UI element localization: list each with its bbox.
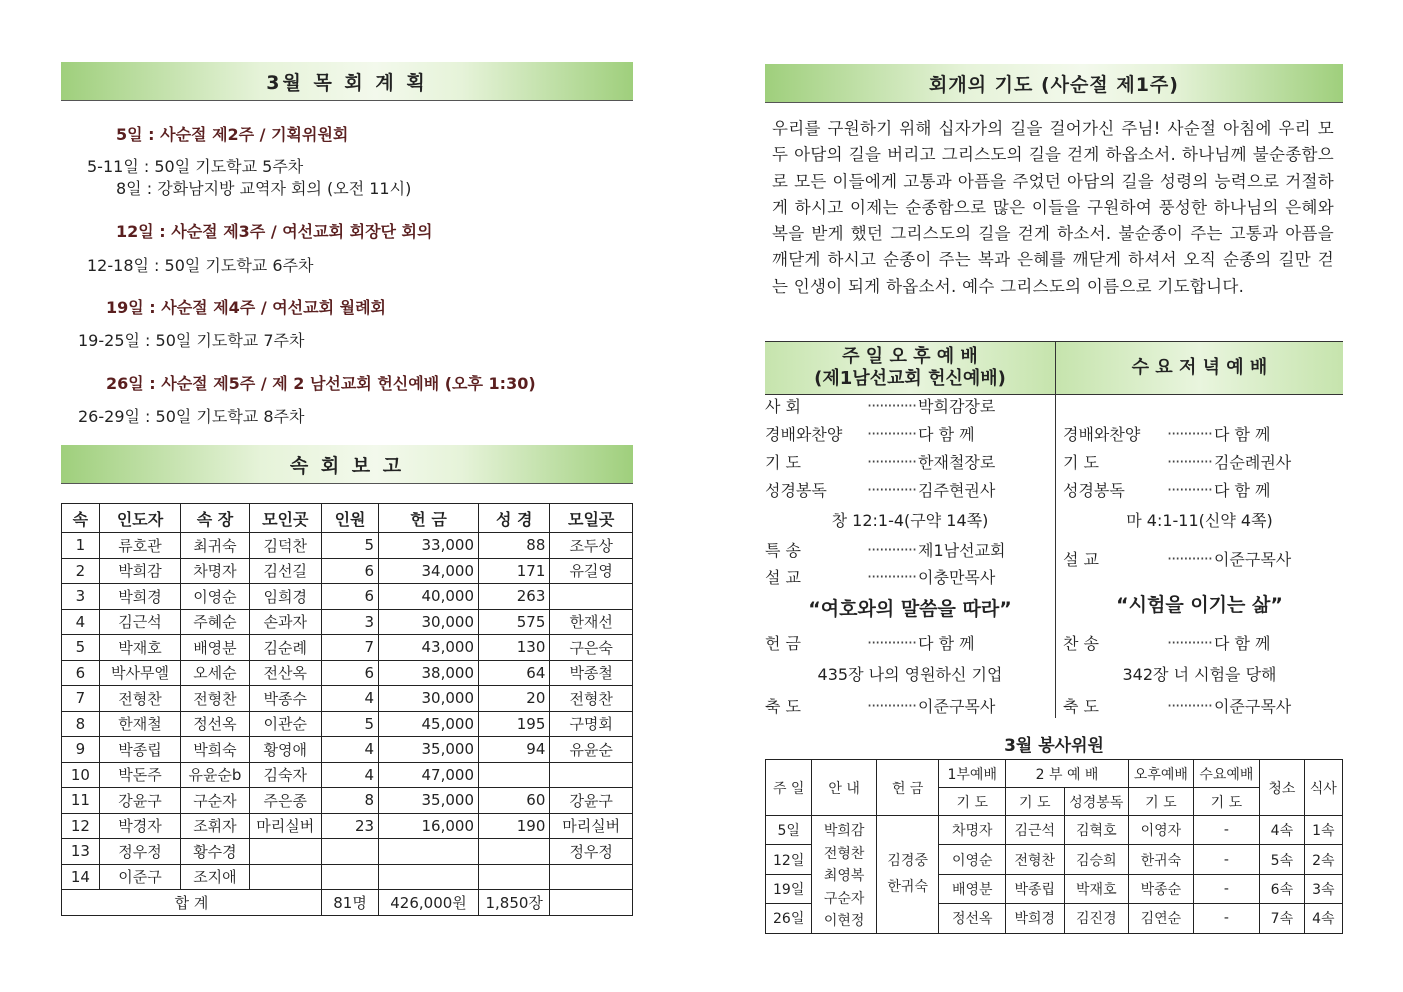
leader: 박희경	[99, 584, 181, 610]
next-meeting-place: 구은숙	[550, 635, 633, 661]
group-head: 황수경	[181, 839, 249, 865]
column-header: 헌 금	[379, 504, 479, 533]
table-row	[62, 864, 633, 890]
group-number: 14	[62, 864, 100, 890]
second-service-prayer: 박희경	[1006, 904, 1065, 933]
first-service-prayer: 이영순	[939, 845, 1006, 874]
column-header: 모일곳	[550, 504, 633, 533]
bible-chapters: 94	[479, 737, 550, 763]
wednesday-reading: 성경봉독 ··········· 다 함 께	[1063, 480, 1271, 500]
next-meeting-place: 유윤순	[550, 737, 633, 763]
col-guide: 안 내	[812, 760, 877, 816]
plan-line: 19일 : 사순절 제4주 / 여선교회 월례회	[106, 298, 386, 317]
volunteers-table	[765, 759, 1343, 934]
role-value: 이준구목사	[918, 697, 996, 716]
sunday-presider: 사 회 ············ 박희감장로	[765, 396, 996, 416]
group-number: 10	[62, 762, 100, 788]
offering-amount: 30,000	[379, 609, 479, 635]
role-label: 사 회	[765, 397, 801, 416]
next-meeting-place: 박종철	[550, 660, 633, 686]
sunday-prayer: 기 도 ············ 한재철장로	[765, 452, 996, 472]
role-label: 설 교	[1063, 550, 1099, 569]
sunday-reading: 성경봉독 ············ 김주현권사	[765, 480, 996, 500]
group-number: 1	[62, 533, 100, 559]
col-first-service: 1부예배	[939, 760, 1006, 788]
people-count: 6	[321, 584, 378, 610]
people-count: 6	[321, 558, 378, 584]
sunday-benediction: 축 도 ············ 이준구목사	[765, 696, 996, 716]
bible-chapters: 60	[479, 788, 550, 814]
offering-amount: 38,000	[379, 660, 479, 686]
col-second-service: 2 부 예 배	[1006, 760, 1129, 788]
meeting-place: 황영애	[249, 737, 321, 763]
leader: 정우정	[99, 839, 181, 865]
next-meeting-place	[550, 584, 633, 610]
col-meal: 식사	[1304, 760, 1342, 816]
wednesday-hymn: 찬 송 ··········· 다 함 께	[1063, 633, 1271, 653]
first-service-prayer: 차명자	[939, 816, 1006, 845]
meal: 2속	[1304, 845, 1342, 874]
role-value: 이준구목사	[1213, 697, 1292, 716]
role-label: 기 도	[765, 453, 801, 472]
offering-amount: 35,000	[379, 737, 479, 763]
leader: 류호관	[99, 533, 181, 559]
attendance-header-row	[62, 504, 633, 533]
wednesday-hymn-title: 342장 너 시험을 당해	[1122, 665, 1277, 684]
meeting-place	[249, 864, 321, 890]
guide-list	[812, 816, 877, 934]
group-number: 3	[62, 584, 100, 610]
meeting-place: 전산옥	[249, 660, 321, 686]
leader: 김근석	[99, 609, 181, 635]
bible-chapters: 20	[479, 686, 550, 712]
role-label: 특 송	[765, 541, 801, 560]
people-count: 4	[321, 737, 378, 763]
volunteers-title: 3월 봉사위원	[1004, 736, 1104, 756]
wednesday-prayer: -	[1193, 874, 1260, 903]
guide-name: 박희감	[823, 823, 865, 839]
group-head: 오세순	[181, 660, 249, 686]
group-number: 12	[62, 813, 100, 839]
group-head: 구순자	[181, 788, 249, 814]
next-meeting-place: 정우정	[550, 839, 633, 865]
offering-amount: 35,000	[379, 788, 479, 814]
day: 5일	[766, 816, 812, 845]
sub-pray: 기 도	[1129, 788, 1194, 816]
table-row	[62, 558, 633, 584]
table-row	[62, 533, 633, 559]
attendance-table	[61, 503, 633, 916]
offering-amount: 47,000	[379, 762, 479, 788]
col-day: 주 일	[766, 760, 812, 816]
table-row	[62, 711, 633, 737]
meal: 3속	[1304, 874, 1342, 903]
wednesday-praise: 경배와찬양 ··········· 다 함 께	[1063, 424, 1271, 444]
afternoon-prayer: 박종순	[1129, 874, 1194, 903]
wednesday-service-header	[1056, 341, 1343, 395]
table-row	[62, 839, 633, 865]
sunday-service-subtitle: (제1남선교회 헌신예배)	[814, 368, 1006, 389]
offering-amount: 16,000	[379, 813, 479, 839]
attendance-title: 속 회 보 고	[61, 445, 633, 484]
role-label: 축 도	[1063, 697, 1099, 716]
group-head: 조지애	[181, 864, 249, 890]
meeting-place: 김숙자	[249, 762, 321, 788]
column-header: 성 경	[479, 504, 550, 533]
group-number: 2	[62, 558, 100, 584]
col-offering: 헌 금	[876, 760, 939, 816]
prayer-title: 회개의 기도 (사순절 제1주)	[765, 64, 1343, 103]
bible-chapters: 171	[479, 558, 550, 584]
people-count	[321, 839, 378, 865]
table-row	[62, 609, 633, 635]
role-value: 한재철장로	[918, 453, 996, 472]
role-label: 축 도	[765, 697, 801, 716]
role-label: 설 교	[765, 568, 801, 587]
cleaning: 5속	[1260, 845, 1304, 874]
group-number: 6	[62, 660, 100, 686]
total-label: 합 계	[62, 890, 322, 916]
second-service-prayer: 박종립	[1006, 874, 1065, 903]
group-number: 4	[62, 609, 100, 635]
group-head: 차명자	[181, 558, 249, 584]
meeting-place: 김덕찬	[249, 533, 321, 559]
meeting-place: 손과자	[249, 609, 321, 635]
role-value: 박희감장로	[918, 397, 996, 416]
plan-line: 19-25일 : 50일 기도학교 7주차	[78, 331, 305, 350]
next-meeting-place	[550, 864, 633, 890]
offering-amount: 45,000	[379, 711, 479, 737]
guide-name: 구순자	[823, 890, 865, 907]
day: 26일	[766, 904, 812, 933]
role-label: 경배와찬양	[765, 425, 843, 444]
cleaning: 4속	[1260, 816, 1304, 845]
meal: 1속	[1304, 816, 1342, 845]
leader: 한재철	[99, 711, 181, 737]
offering-amount	[379, 839, 479, 865]
people-count: 8	[321, 788, 378, 814]
bible-chapters: 263	[479, 584, 550, 610]
role-value: 김순례권사	[1213, 453, 1292, 472]
group-number: 5	[62, 635, 100, 661]
bible-chapters	[479, 839, 550, 865]
guide-name: 전형찬	[823, 845, 865, 862]
role-value: 다 함 께	[918, 425, 975, 444]
people-count: 23	[321, 813, 378, 839]
wednesday-scripture: 마 4:1-11(신약 4쪽)	[1126, 511, 1273, 530]
sunday-sermon: 설 교 ············ 이충만목사	[765, 567, 996, 587]
meeting-place	[249, 839, 321, 865]
plan-line: 12-18일 : 50일 기도학교 6주차	[87, 256, 314, 275]
role-label: 기 도	[1063, 453, 1099, 472]
people-count	[321, 864, 378, 890]
group-head: 이영순	[181, 584, 249, 610]
wednesday-prayer: 기 도 ··········· 김순례권사	[1063, 452, 1292, 472]
offering-amount: 30,000	[379, 686, 479, 712]
plan-line: 12일 : 사순절 제3주 / 여선교회 회장단 회의	[116, 222, 433, 241]
offering-list	[876, 816, 939, 934]
wednesday-service-title: 수 요 저 녁 예 배	[1131, 357, 1268, 378]
role-value: 이충만목사	[918, 568, 996, 587]
second-service-reading: 김진경	[1064, 904, 1129, 933]
role-value: 다 함 께	[918, 634, 975, 653]
bible-chapters	[479, 762, 550, 788]
sunday-hymn: 435장 나의 영원하신 기업	[817, 665, 1003, 684]
meeting-place: 임희경	[249, 584, 321, 610]
sub-pray: 기 도	[1193, 788, 1260, 816]
total-bible: 1,850장	[479, 890, 550, 916]
guide-name: 이현정	[823, 913, 865, 929]
day: 19일	[766, 874, 812, 903]
group-number: 8	[62, 711, 100, 737]
day: 12일	[766, 845, 812, 874]
role-value: 다 함 께	[1213, 481, 1271, 500]
plan-line: 26-29일 : 50일 기도학교 8주차	[78, 407, 305, 426]
total-offering: 426,000원	[379, 890, 479, 916]
role-label: 찬 송	[1063, 634, 1099, 653]
bible-chapters: 88	[479, 533, 550, 559]
column-header: 인원	[321, 504, 378, 533]
leader: 강윤구	[99, 788, 181, 814]
total-people: 81명	[321, 890, 378, 916]
sunday-sermon-title: “여호와의 말씀을 따라”	[808, 598, 1012, 620]
role-label: 경배와찬양	[1063, 425, 1141, 444]
role-label: 헌 금	[765, 634, 801, 653]
second-service-reading: 김혁호	[1064, 816, 1129, 845]
offering-amount: 33,000	[379, 533, 479, 559]
group-number: 13	[62, 839, 100, 865]
next-meeting-place: 조두상	[550, 533, 633, 559]
role-value: 다 함 께	[1213, 634, 1271, 653]
sunday-service-title: 주 일 오 후 예 배	[842, 346, 978, 367]
wednesday-sermon-title: “시험을 이기는 삶”	[1116, 594, 1283, 616]
table-row	[62, 660, 633, 686]
leader: 박희감	[99, 558, 181, 584]
group-head: 유윤순b	[181, 762, 249, 788]
prayer-text: 우리를 구원하기 위해 십자가의 길을 걸어가신 주님! 사순절 아침에 우리 모두 아담의 길을 버리고 그리스도의 길을 걷게 하옵소서. 하나님께 불순종함으로 모든 이들에게 고통과 아픔을 주었던 아담의 길을 성령의 능력으로 거절하게 하시고 이제는 순종함으로 많은 이들을 구원하여 풍성한 하나님의 은혜와 복을 받게 했던 그리스도의 길을 걷게 하소서. 불순종이 주는 고통과 아픔을 깨닫게 하시고 순종이 주는 복과 은혜를 깨닫게 하셔서 오직 순종의 길만 걷는 인생이 되게 하옵소서. 예수 그리스도의 이름으로 기도합니다.	[772, 119, 1334, 296]
role-value: 이준구목사	[1213, 550, 1292, 569]
sunday-offering: 헌 금 ············ 다 함 께	[765, 633, 975, 653]
plan-title: 3월 목 회 계 획	[61, 62, 633, 101]
plan-line: 5-11일 : 50일 기도학교 5주차	[87, 157, 304, 176]
group-head: 주혜순	[181, 609, 249, 635]
bible-chapters	[479, 864, 550, 890]
sunday-special: 특 송 ············ 제1남선교회	[765, 540, 1006, 560]
group-number: 11	[62, 788, 100, 814]
group-head: 전형찬	[181, 686, 249, 712]
second-service-reading: 박재호	[1064, 874, 1129, 903]
meeting-place: 박종수	[249, 686, 321, 712]
attendance-total-row	[62, 890, 633, 916]
group-head: 박희숙	[181, 737, 249, 763]
next-meeting-place: 전형찬	[550, 686, 633, 712]
first-service-prayer: 배영분	[939, 874, 1006, 903]
table-row	[62, 813, 633, 839]
people-count: 5	[321, 533, 378, 559]
col-cleaning: 청소	[1260, 760, 1304, 816]
role-value: 제1남선교회	[918, 541, 1006, 560]
next-meeting-place	[550, 762, 633, 788]
offering-name: 한귀숙	[887, 879, 928, 896]
wednesday-benediction: 축 도 ··········· 이준구목사	[1063, 696, 1292, 716]
bible-chapters: 190	[479, 813, 550, 839]
role-label: 성경봉독	[765, 481, 827, 500]
sub-reading: 성경봉독	[1064, 788, 1129, 816]
group-head: 배영분	[181, 635, 249, 661]
total-empty	[550, 890, 633, 916]
group-number: 7	[62, 686, 100, 712]
afternoon-prayer: 김연순	[1129, 904, 1194, 933]
meeting-place: 마리실버	[249, 813, 321, 839]
meeting-place: 김선길	[249, 558, 321, 584]
sunday-scripture: 창 12:1-4(구약 14쪽)	[831, 511, 989, 530]
leader: 박돈주	[99, 762, 181, 788]
plan-line: 5일 : 사순절 제2주 / 기획위원회	[116, 125, 349, 144]
wednesday-sermon: 설 교 ··········· 이준구목사	[1063, 549, 1292, 569]
leader: 박재호	[99, 635, 181, 661]
role-label: 성경봉독	[1063, 481, 1125, 500]
afternoon-prayer: 한귀숙	[1129, 845, 1194, 874]
offering-amount: 43,000	[379, 635, 479, 661]
role-value: 다 함 께	[1213, 425, 1271, 444]
table-row	[62, 737, 633, 763]
sunday-service-header	[765, 341, 1056, 395]
second-service-prayer: 김근석	[1006, 816, 1065, 845]
next-meeting-place: 유길영	[550, 558, 633, 584]
role-value: 김주현권사	[918, 481, 996, 500]
people-count: 7	[321, 635, 378, 661]
first-service-prayer: 정선옥	[939, 904, 1006, 933]
column-header: 속 장	[181, 504, 249, 533]
offering-amount	[379, 864, 479, 890]
next-meeting-place: 한재선	[550, 609, 633, 635]
meeting-place: 김순례	[249, 635, 321, 661]
next-meeting-place: 마리실버	[550, 813, 633, 839]
people-count: 4	[321, 686, 378, 712]
volunteer-row	[766, 816, 1343, 845]
offering-name: 김경중	[887, 853, 928, 870]
people-count: 5	[321, 711, 378, 737]
second-service-reading: 김승희	[1064, 845, 1129, 874]
meal: 4속	[1304, 904, 1342, 933]
people-count: 6	[321, 660, 378, 686]
col-afternoon: 오후예배	[1129, 760, 1194, 788]
table-row	[62, 788, 633, 814]
column-header: 속	[62, 504, 100, 533]
plan-line: 26일 : 사순절 제5주 / 제 2 남선교회 헌신예배 (오후 1:30)	[106, 374, 536, 393]
table-row	[62, 762, 633, 788]
bible-chapters: 195	[479, 711, 550, 737]
sunday-praise: 경배와찬양 ············ 다 함 께	[765, 424, 975, 444]
wednesday-prayer: -	[1193, 816, 1260, 845]
meeting-place: 주은종	[249, 788, 321, 814]
cleaning: 6속	[1260, 874, 1304, 903]
leader: 이준구	[99, 864, 181, 890]
bible-chapters: 130	[479, 635, 550, 661]
leader: 박경자	[99, 813, 181, 839]
table-row	[62, 584, 633, 610]
wednesday-prayer: -	[1193, 845, 1260, 874]
offering-amount: 34,000	[379, 558, 479, 584]
group-head: 정선옥	[181, 711, 249, 737]
plan-line: 8일 : 강화남지방 교역자 회의 (오전 11시)	[116, 179, 412, 198]
group-head: 조휘자	[181, 813, 249, 839]
wednesday-prayer: -	[1193, 904, 1260, 933]
table-row	[62, 686, 633, 712]
group-number: 9	[62, 737, 100, 763]
sub-pray: 기 도	[939, 788, 1006, 816]
cleaning: 7속	[1260, 904, 1304, 933]
leader: 박사무엘	[99, 660, 181, 686]
column-header: 모인곳	[249, 504, 321, 533]
meeting-place: 이관순	[249, 711, 321, 737]
table-row	[62, 635, 633, 661]
afternoon-prayer: 이영자	[1129, 816, 1194, 845]
offering-amount: 40,000	[379, 584, 479, 610]
leader: 전형찬	[99, 686, 181, 712]
guide-name: 최영복	[823, 868, 865, 884]
next-meeting-place: 강윤구	[550, 788, 633, 814]
sub-pray: 기 도	[1006, 788, 1065, 816]
second-service-prayer: 전형찬	[1006, 845, 1065, 874]
people-count: 4	[321, 762, 378, 788]
col-wednesday: 수요예배	[1193, 760, 1260, 788]
bible-chapters: 575	[479, 609, 550, 635]
group-head: 최귀숙	[181, 533, 249, 559]
next-meeting-place: 구명회	[550, 711, 633, 737]
leader: 박종립	[99, 737, 181, 763]
column-header: 인도자	[99, 504, 181, 533]
people-count: 3	[321, 609, 378, 635]
bible-chapters: 64	[479, 660, 550, 686]
